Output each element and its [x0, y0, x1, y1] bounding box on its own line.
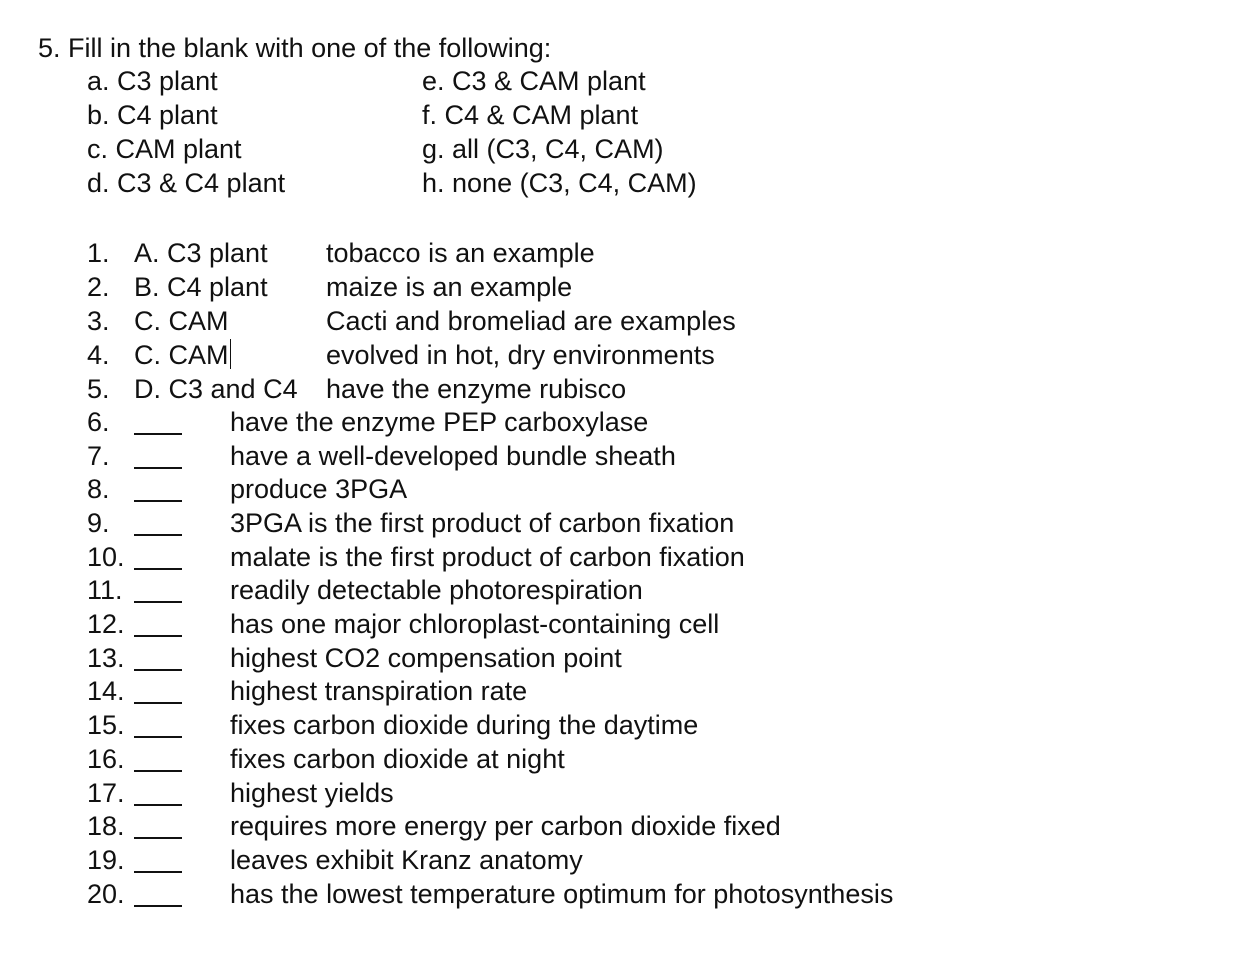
question-row: [0, 439, 1248, 473]
question-number: 13.: [87, 643, 125, 673]
question-number: 18.: [87, 811, 125, 841]
question-row: [0, 304, 1248, 338]
answer-blank[interactable]: [134, 433, 182, 435]
question-row: [0, 338, 1248, 372]
question-statement: produce 3PGA: [230, 474, 408, 504]
question-statement: requires more energy per carbon dioxide fixed: [230, 811, 781, 841]
answer-blank[interactable]: [134, 500, 182, 502]
option-g: g. all (C3, C4, CAM): [422, 134, 664, 164]
question-number: 6.: [87, 407, 110, 437]
question-number: 12.: [87, 609, 125, 639]
question-number: 2.: [87, 272, 110, 302]
question-statement: highest transpiration rate: [230, 676, 528, 706]
question-number: 9.: [87, 508, 110, 538]
question-statement: has the lowest temperature optimum for photosynthesis: [230, 879, 894, 909]
question-number: 7.: [87, 441, 110, 471]
question-row: [0, 540, 1248, 574]
question-number: 3.: [87, 306, 110, 336]
question-statement: readily detectable photorespiration: [230, 575, 643, 605]
question-number: 10.: [87, 542, 125, 572]
question-statement: evolved in hot, dry environments: [326, 340, 715, 370]
question-number: 11.: [87, 575, 123, 605]
option-b: b. C4 plant: [87, 100, 218, 130]
question-statement: highest yields: [230, 778, 394, 808]
question-number: 1.: [87, 238, 110, 268]
question-number: 4.: [87, 340, 110, 370]
answer-field[interactable]: B. C4 plant: [134, 272, 268, 302]
question-row: [0, 506, 1248, 540]
question-row: [0, 843, 1248, 877]
question-number: 20.: [87, 879, 125, 909]
question-statement: tobacco is an example: [326, 238, 595, 268]
option-d: d. C3 & C4 plant: [87, 168, 286, 198]
question-number: 15.: [87, 710, 125, 740]
question-statement: 3PGA is the first product of carbon fixation: [230, 508, 735, 538]
question-row: [0, 236, 1248, 270]
text-cursor: [230, 339, 232, 369]
answer-blank[interactable]: [134, 635, 182, 637]
question-row: [0, 405, 1248, 439]
question-statement: fixes carbon dioxide during the daytime: [230, 710, 699, 740]
answer-blank[interactable]: [134, 837, 182, 839]
question-title: 5. Fill in the blank with one of the following:: [38, 33, 552, 63]
question-row: [0, 472, 1248, 506]
answer-blank[interactable]: [134, 669, 182, 671]
option-e: e. C3 & CAM plant: [422, 66, 646, 96]
answer-field-active[interactable]: [134, 338, 231, 372]
question-statement: maize is an example: [326, 272, 573, 302]
answer-blank[interactable]: [134, 871, 182, 873]
question-number: 16.: [87, 744, 125, 774]
question-number: 8.: [87, 474, 110, 504]
question-row: [0, 573, 1248, 607]
question-statement: leaves exhibit Kranz anatomy: [230, 845, 583, 875]
question-number: 17.: [87, 778, 125, 808]
question-statement: Cacti and bromeliad are examples: [326, 306, 736, 336]
question-row: [0, 776, 1248, 810]
question-row: [0, 372, 1248, 406]
question-row: [0, 742, 1248, 776]
question-number: 19.: [87, 845, 125, 875]
question-row: [0, 877, 1248, 911]
answer-blank[interactable]: [134, 601, 182, 603]
question-row: [0, 809, 1248, 843]
question-row: [0, 708, 1248, 742]
question-row: [0, 270, 1248, 304]
question-row: [0, 607, 1248, 641]
answer-text: C. CAM: [134, 340, 229, 370]
option-a: a. C3 plant: [87, 66, 218, 96]
question-statement: have a well-developed bundle sheath: [230, 441, 676, 471]
question-row: [0, 641, 1248, 675]
option-c: c. CAM plant: [87, 134, 242, 164]
answer-blank[interactable]: [134, 534, 182, 536]
question-row: [0, 674, 1248, 708]
question-statement: highest CO2 compensation point: [230, 643, 622, 673]
option-h: h. none (C3, C4, CAM): [422, 168, 697, 198]
question-number: 14.: [87, 676, 125, 706]
answer-blank[interactable]: [134, 568, 182, 570]
answer-field[interactable]: D. C3 and C4: [134, 374, 298, 404]
answer-blank[interactable]: [134, 467, 182, 469]
question-statement: have the enzyme PEP carboxylase: [230, 407, 649, 437]
question-statement: fixes carbon dioxide at night: [230, 744, 565, 774]
option-f: f. C4 & CAM plant: [422, 100, 639, 130]
answer-blank[interactable]: [134, 804, 182, 806]
answer-field[interactable]: C. CAM: [134, 306, 229, 336]
question-statement: have the enzyme rubisco: [326, 374, 627, 404]
answer-field[interactable]: A. C3 plant: [134, 238, 268, 268]
answer-blank[interactable]: [134, 905, 182, 907]
answer-blank[interactable]: [134, 736, 182, 738]
question-number: 5.: [87, 374, 110, 404]
question-statement: has one major chloroplast-containing cell: [230, 609, 720, 639]
question-statement: malate is the first product of carbon fixation: [230, 542, 745, 572]
answer-blank[interactable]: [134, 770, 182, 772]
answer-blank[interactable]: [134, 702, 182, 704]
